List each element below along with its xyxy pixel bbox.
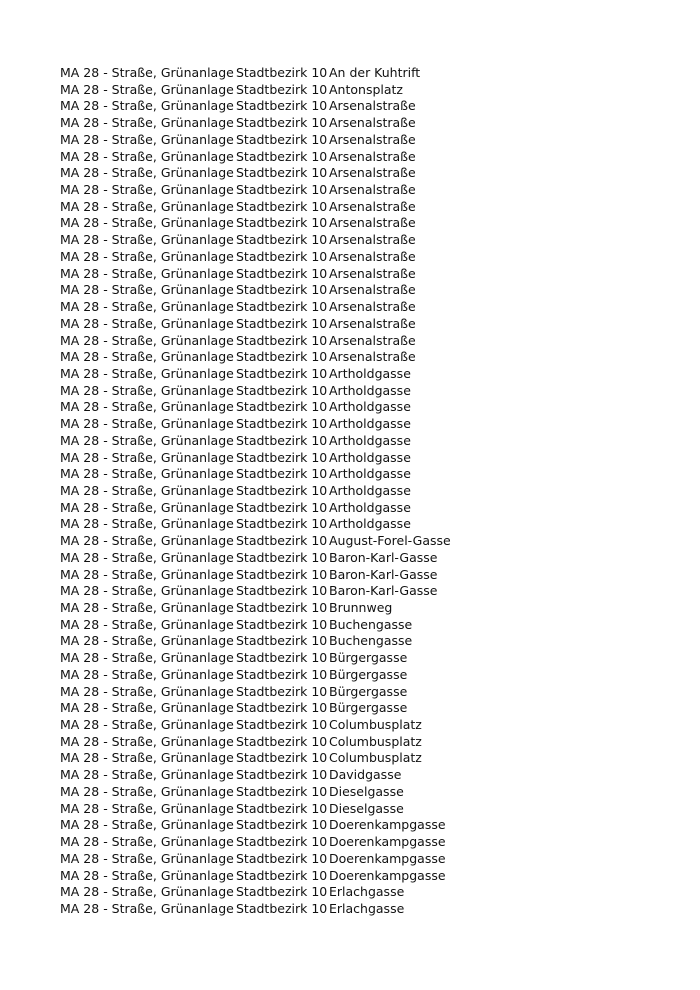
- department-cell: MA 28 - Straße, Grünanlage: [60, 282, 234, 298]
- department-cell: MA 28 - Straße, Grünanlage: [60, 800, 234, 816]
- table-row: [60, 483, 680, 500]
- district-cell: Stadtbezirk 10: [236, 834, 328, 850]
- district-cell: Stadtbezirk 10: [236, 115, 328, 131]
- district-cell: Stadtbezirk 10: [236, 783, 328, 799]
- street-cell: Arsenalstraße: [329, 282, 416, 298]
- table-row: [60, 466, 680, 483]
- district-cell: Stadtbezirk 10: [236, 583, 328, 599]
- department-cell: MA 28 - Straße, Grünanlage: [60, 817, 234, 833]
- district-cell: Stadtbezirk 10: [236, 850, 328, 866]
- table-row: [60, 801, 680, 818]
- street-cell: Arsenalstraße: [329, 299, 416, 315]
- department-cell: MA 28 - Straße, Grünanlage: [60, 449, 234, 465]
- street-cell: Columbusplatz: [329, 717, 422, 733]
- department-cell: MA 28 - Straße, Grünanlage: [60, 834, 234, 850]
- district-cell: Stadtbezirk 10: [236, 884, 328, 900]
- district-cell: Stadtbezirk 10: [236, 182, 328, 198]
- street-cell: Antonsplatz: [329, 81, 403, 97]
- district-cell: Stadtbezirk 10: [236, 666, 328, 682]
- district-cell: Stadtbezirk 10: [236, 416, 328, 432]
- district-cell: Stadtbezirk 10: [236, 248, 328, 264]
- table-row: [60, 349, 680, 366]
- street-cell: Artholdgasse: [329, 432, 411, 448]
- street-cell: Baron-Karl-Gasse: [329, 583, 438, 599]
- district-cell: Stadtbezirk 10: [236, 867, 328, 883]
- table-row: [60, 851, 680, 868]
- street-cell: Arsenalstraße: [329, 215, 416, 231]
- district-cell: Stadtbezirk 10: [236, 198, 328, 214]
- street-cell: Arsenalstraße: [329, 265, 416, 281]
- street-cell: Arsenalstraße: [329, 182, 416, 198]
- department-cell: MA 28 - Straße, Grünanlage: [60, 850, 234, 866]
- district-cell: Stadtbezirk 10: [236, 817, 328, 833]
- table-row: [60, 734, 680, 751]
- table-row: [60, 132, 680, 149]
- district-cell: Stadtbezirk 10: [236, 466, 328, 482]
- table-row: [60, 82, 680, 99]
- district-cell: Stadtbezirk 10: [236, 549, 328, 565]
- street-cell: Bürgergasse: [329, 650, 408, 666]
- table-row: [60, 149, 680, 166]
- department-cell: MA 28 - Straße, Grünanlage: [60, 733, 234, 749]
- table-row: [60, 667, 680, 684]
- street-cell: Bürgergasse: [329, 683, 408, 699]
- street-cell: Arsenalstraße: [329, 332, 416, 348]
- department-cell: MA 28 - Straße, Grünanlage: [60, 215, 234, 231]
- district-cell: Stadtbezirk 10: [236, 750, 328, 766]
- district-cell: Stadtbezirk 10: [236, 165, 328, 181]
- department-cell: MA 28 - Straße, Grünanlage: [60, 248, 234, 264]
- department-cell: MA 28 - Straße, Grünanlage: [60, 900, 234, 916]
- department-cell: MA 28 - Straße, Grünanlage: [60, 131, 234, 147]
- table-row: [60, 868, 680, 885]
- district-cell: Stadtbezirk 10: [236, 800, 328, 816]
- table-row: [60, 316, 680, 333]
- street-cell: Arsenalstraße: [329, 248, 416, 264]
- street-cell: Artholdgasse: [329, 499, 411, 515]
- department-cell: MA 28 - Straße, Grünanlage: [60, 365, 234, 381]
- street-cell: Arsenalstraße: [329, 315, 416, 331]
- table-row: [60, 450, 680, 467]
- department-cell: MA 28 - Straße, Grünanlage: [60, 349, 234, 365]
- district-cell: Stadtbezirk 10: [236, 650, 328, 666]
- department-cell: MA 28 - Straße, Grünanlage: [60, 382, 234, 398]
- department-cell: MA 28 - Straße, Grünanlage: [60, 783, 234, 799]
- department-cell: MA 28 - Straße, Grünanlage: [60, 499, 234, 515]
- district-cell: Stadtbezirk 10: [236, 616, 328, 632]
- table-row: [60, 249, 680, 266]
- department-cell: MA 28 - Straße, Grünanlage: [60, 182, 234, 198]
- street-cell: Doerenkampgasse: [329, 850, 446, 866]
- district-cell: Stadtbezirk 10: [236, 65, 328, 80]
- street-cell: Artholdgasse: [329, 449, 411, 465]
- department-cell: MA 28 - Straße, Grünanlage: [60, 867, 234, 883]
- table-row: [60, 416, 680, 433]
- district-cell: Stadtbezirk 10: [236, 299, 328, 315]
- table-row: [60, 383, 680, 400]
- table-row: [60, 650, 680, 667]
- street-cell: Arsenalstraße: [329, 148, 416, 164]
- table-row: [60, 282, 680, 299]
- department-cell: MA 28 - Straße, Grünanlage: [60, 884, 234, 900]
- department-cell: MA 28 - Straße, Grünanlage: [60, 432, 234, 448]
- street-cell: Davidgasse: [329, 767, 402, 783]
- table-row: [60, 333, 680, 350]
- street-list: [60, 65, 680, 918]
- table-row: [60, 299, 680, 316]
- street-cell: August-Forel-Gasse: [329, 533, 451, 549]
- table-row: [60, 684, 680, 701]
- department-cell: MA 28 - Straße, Grünanlage: [60, 165, 234, 181]
- department-cell: MA 28 - Straße, Grünanlage: [60, 115, 234, 131]
- district-cell: Stadtbezirk 10: [236, 265, 328, 281]
- department-cell: MA 28 - Straße, Grünanlage: [60, 466, 234, 482]
- department-cell: MA 28 - Straße, Grünanlage: [60, 399, 234, 415]
- street-cell: Arsenalstraße: [329, 98, 416, 114]
- street-cell: Bürgergasse: [329, 700, 408, 716]
- street-cell: Baron-Karl-Gasse: [329, 549, 438, 565]
- table-row: [60, 717, 680, 734]
- table-row: [60, 550, 680, 567]
- table-row: [60, 399, 680, 416]
- district-cell: Stadtbezirk 10: [236, 98, 328, 114]
- table-row: [60, 784, 680, 801]
- document-page: [60, 65, 680, 918]
- street-cell: Arsenalstraße: [329, 349, 416, 365]
- district-cell: Stadtbezirk 10: [236, 482, 328, 498]
- street-cell: Erlachgasse: [329, 900, 405, 916]
- department-cell: MA 28 - Straße, Grünanlage: [60, 232, 234, 248]
- table-row: [60, 500, 680, 517]
- table-row: [60, 633, 680, 650]
- district-cell: Stadtbezirk 10: [236, 733, 328, 749]
- street-cell: Doerenkampgasse: [329, 834, 446, 850]
- district-cell: Stadtbezirk 10: [236, 700, 328, 716]
- district-cell: Stadtbezirk 10: [236, 349, 328, 365]
- district-cell: Stadtbezirk 10: [236, 449, 328, 465]
- district-cell: Stadtbezirk 10: [236, 683, 328, 699]
- district-cell: Stadtbezirk 10: [236, 499, 328, 515]
- department-cell: MA 28 - Straße, Grünanlage: [60, 683, 234, 699]
- street-cell: Artholdgasse: [329, 466, 411, 482]
- table-row: [60, 901, 680, 918]
- street-cell: Buchengasse: [329, 633, 413, 649]
- street-cell: An der Kuhtrift: [329, 65, 421, 80]
- table-row: [60, 750, 680, 767]
- district-cell: Stadtbezirk 10: [236, 382, 328, 398]
- department-cell: MA 28 - Straße, Grünanlage: [60, 416, 234, 432]
- street-cell: Artholdgasse: [329, 399, 411, 415]
- street-cell: Buchengasse: [329, 616, 413, 632]
- table-row: [60, 182, 680, 199]
- district-cell: Stadtbezirk 10: [236, 81, 328, 97]
- department-cell: MA 28 - Straße, Grünanlage: [60, 98, 234, 114]
- table-row: [60, 583, 680, 600]
- street-cell: Arsenalstraße: [329, 131, 416, 147]
- department-cell: MA 28 - Straße, Grünanlage: [60, 583, 234, 599]
- street-cell: Erlachgasse: [329, 884, 405, 900]
- district-cell: Stadtbezirk 10: [236, 533, 328, 549]
- district-cell: Stadtbezirk 10: [236, 399, 328, 415]
- district-cell: Stadtbezirk 10: [236, 332, 328, 348]
- table-row: [60, 433, 680, 450]
- street-cell: Doerenkampgasse: [329, 817, 446, 833]
- table-row: [60, 767, 680, 784]
- department-cell: MA 28 - Straße, Grünanlage: [60, 533, 234, 549]
- department-cell: MA 28 - Straße, Grünanlage: [60, 750, 234, 766]
- table-row: [60, 884, 680, 901]
- street-cell: Brunnweg: [329, 600, 393, 615]
- table-row: [60, 215, 680, 232]
- district-cell: Stadtbezirk 10: [236, 282, 328, 298]
- department-cell: MA 28 - Straße, Grünanlage: [60, 265, 234, 281]
- street-cell: Arsenalstraße: [329, 165, 416, 181]
- department-cell: MA 28 - Straße, Grünanlage: [60, 81, 234, 97]
- district-cell: Stadtbezirk 10: [236, 900, 328, 916]
- department-cell: MA 28 - Straße, Grünanlage: [60, 700, 234, 716]
- district-cell: Stadtbezirk 10: [236, 315, 328, 331]
- department-cell: MA 28 - Straße, Grünanlage: [60, 666, 234, 682]
- table-row: [60, 834, 680, 851]
- table-row: [60, 366, 680, 383]
- district-cell: Stadtbezirk 10: [236, 365, 328, 381]
- table-row: [60, 115, 680, 132]
- table-row: [60, 533, 680, 550]
- table-row: [60, 65, 680, 82]
- department-cell: MA 28 - Straße, Grünanlage: [60, 616, 234, 632]
- street-cell: Artholdgasse: [329, 516, 411, 532]
- department-cell: MA 28 - Straße, Grünanlage: [60, 633, 234, 649]
- table-row: [60, 700, 680, 717]
- street-cell: Arsenalstraße: [329, 115, 416, 131]
- street-cell: Dieselgasse: [329, 783, 404, 799]
- table-row: [60, 98, 680, 115]
- department-cell: MA 28 - Straße, Grünanlage: [60, 332, 234, 348]
- district-cell: Stadtbezirk 10: [236, 131, 328, 147]
- department-cell: MA 28 - Straße, Grünanlage: [60, 315, 234, 331]
- table-row: [60, 165, 680, 182]
- department-cell: MA 28 - Straße, Grünanlage: [60, 767, 234, 783]
- street-cell: Baron-Karl-Gasse: [329, 566, 438, 582]
- district-cell: Stadtbezirk 10: [236, 148, 328, 164]
- department-cell: MA 28 - Straße, Grünanlage: [60, 600, 234, 615]
- district-cell: Stadtbezirk 10: [236, 600, 328, 615]
- department-cell: MA 28 - Straße, Grünanlage: [60, 650, 234, 666]
- street-cell: Artholdgasse: [329, 482, 411, 498]
- department-cell: MA 28 - Straße, Grünanlage: [60, 65, 234, 80]
- table-row: [60, 817, 680, 834]
- street-cell: Artholdgasse: [329, 382, 411, 398]
- street-cell: Columbusplatz: [329, 750, 422, 766]
- table-row: [60, 199, 680, 216]
- department-cell: MA 28 - Straße, Grünanlage: [60, 717, 234, 733]
- street-cell: Arsenalstraße: [329, 232, 416, 248]
- table-row: [60, 617, 680, 634]
- district-cell: Stadtbezirk 10: [236, 432, 328, 448]
- street-cell: Dieselgasse: [329, 800, 404, 816]
- table-row: [60, 266, 680, 283]
- street-cell: Columbusplatz: [329, 733, 422, 749]
- district-cell: Stadtbezirk 10: [236, 767, 328, 783]
- department-cell: MA 28 - Straße, Grünanlage: [60, 299, 234, 315]
- district-cell: Stadtbezirk 10: [236, 215, 328, 231]
- table-row: [60, 232, 680, 249]
- district-cell: Stadtbezirk 10: [236, 516, 328, 532]
- district-cell: Stadtbezirk 10: [236, 633, 328, 649]
- department-cell: MA 28 - Straße, Grünanlage: [60, 566, 234, 582]
- department-cell: MA 28 - Straße, Grünanlage: [60, 198, 234, 214]
- district-cell: Stadtbezirk 10: [236, 232, 328, 248]
- street-cell: Arsenalstraße: [329, 198, 416, 214]
- street-cell: Bürgergasse: [329, 666, 408, 682]
- department-cell: MA 28 - Straße, Grünanlage: [60, 549, 234, 565]
- table-row: [60, 567, 680, 584]
- department-cell: MA 28 - Straße, Grünanlage: [60, 516, 234, 532]
- table-row: [60, 600, 680, 617]
- street-cell: Artholdgasse: [329, 416, 411, 432]
- table-row: [60, 516, 680, 533]
- department-cell: MA 28 - Straße, Grünanlage: [60, 148, 234, 164]
- district-cell: Stadtbezirk 10: [236, 717, 328, 733]
- department-cell: MA 28 - Straße, Grünanlage: [60, 482, 234, 498]
- street-cell: Artholdgasse: [329, 365, 411, 381]
- district-cell: Stadtbezirk 10: [236, 566, 328, 582]
- street-cell: Doerenkampgasse: [329, 867, 446, 883]
